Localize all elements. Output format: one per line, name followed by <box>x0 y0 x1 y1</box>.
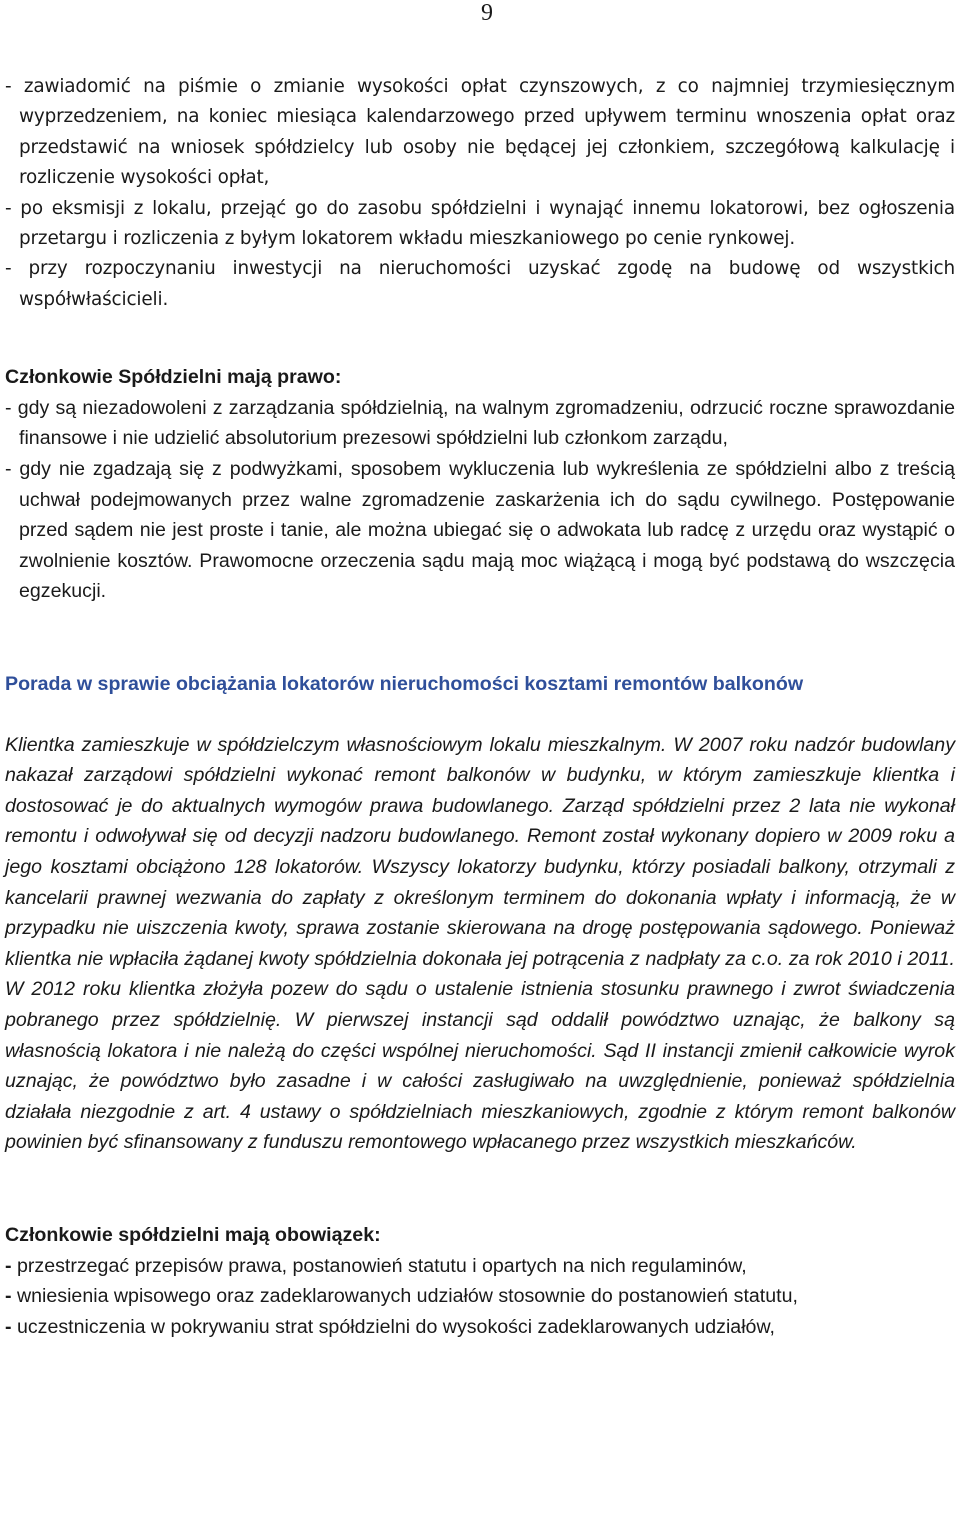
spacer <box>5 607 955 669</box>
obligations-list-spoldzielnia <box>5 72 955 315</box>
list-item: - po eksmisji z lokalu, przejąć go do zasobu spółdzielni i wynająć innemu lokatorowi, bez ogłoszenia przetargu i rozliczenia z byłym lokatorem wkładu mieszkaniowego po cenie rynkowej. <box>5 197 955 250</box>
advice-body: Klientka zamieszkuje w spółdzielczym własnościowym lokalu mieszkalnym. W 2007 roku nadzór budowlany nakazał zarządowi spółdzielni wykonać remont balkonów w budynku, w którym zamieszkuje klientka i dostosować je do aktualnych wymogów prawa budowlanego. Zarząd spółdzielni przez 2 lata nie wykonał remontu i odwoływał się od decyzji nadzoru budowlanego. Remont został wykonany dopiero w 2009 roku a jego kosztami obciążono 128 lokatorów. Wszyscy lokatorzy budynku, którzy posiadali balkony, otrzymali z kancelarii prawnej wezwania do zapłaty z określonym terminem do dokonania wpłaty i informacją, że w przypadku nie uiszczenia kwoty, sprawa zostanie skierowana na drogę postępowania sądowego. Ponieważ klientka nie wpłaciła żądanej kwoty spółdzielnia dokonała jej potrącenia z nadpłaty za c.o. za rok 2010 i 2011. W 2012 roku klientka złożyła pozew do sądu o ustalenie istnienia stosunku prawnego i zwrot świadczenia pobranego przez spółdzielnię. W pierwszej instancji sąd oddalił powództwo uznając, że balkony są własnością lokatora i nie należą do części wspólnej nieruchomości. Sąd II instancji zmienił całkowicie wyrok uznając, że powództwo było zasadne i w całości zasługiwało na uwzględnienie, ponieważ spółdzielnia działała niezgodnie z art. 4 ustawy o spółdzielniach mieszkaniowych, zgodnie z którym remont balkonów powinien być sfinansowany z funduszu remontowego wpłacanego przez wszystkich mieszkańców. <box>5 733 955 1154</box>
members-duties-section <box>5 1220 955 1342</box>
list-item: - gdy nie zgadzają się z podwyżkami, sposobem wykluczenia lub wykreślenia ze spółdzielni albo z treścią uchwał podejmowanych przez walne zgromadzenie zaskarżenia ich do sądu cywilnego. Postępowanie przed sądem nie jest proste i tanie, ale można ubiegać się o adwokata lub radcę z urzędu oraz wystąpić o zwolnienie kosztów. Prawomocne orzeczenia sądu mają moc wiążącą i mogą być podstawą do wszczęcia egzekucji. <box>5 458 955 603</box>
section-heading: Członkowie spółdzielni mają obowiązek: <box>5 1223 381 1246</box>
bullet: - <box>5 1285 17 1308</box>
page-number: 9 <box>481 0 493 26</box>
list-item-text: wniesienia wpisowego oraz zadeklarowanych udziałów stosownie do postanowień statutu, <box>16 1285 798 1308</box>
bullet: - <box>5 1254 17 1277</box>
advice-section <box>5 669 955 1158</box>
list-item-text: uczestniczenia w pokrywaniu strat spółdzielni do wysokości zadeklarowanych udziałów, <box>16 1315 775 1338</box>
spacer <box>5 315 955 362</box>
list-item <box>5 1312 955 1343</box>
list-item-text: przestrzegać przepisów prawa, postanowień statutu i opartych na nich regulaminów, <box>16 1254 747 1277</box>
advice-heading: Porada w sprawie obciążania lokatorów nieruchomości kosztami remontów balkonów <box>5 673 804 695</box>
spacer <box>5 700 955 730</box>
list-item: - gdy są niezadowoleni z zarządzania spółdzielnią, na walnym zgromadzeniu, odrzucić roczne sprawozdanie finansowe i nie udzielić absolutorium prezesowi spółdzielni lub członkom zarządu, <box>5 396 955 450</box>
list-item: - przy rozpoczynaniu inwestycji na nieruchomości uzyskać zgodę na budowę od wszystkich współwłaścicieli. <box>5 258 955 310</box>
spacer <box>5 1158 955 1220</box>
list-item: - zawiadomić na piśmie o zmianie wysokości opłat czynszowych, z co najmniej trzymiesięcznym wyprzedzeniem, na koniec miesiąca kalendarzowego przed upływem terminu wnoszenia opłat oraz przedstawić na wniosek spółdzielcy lub osoby nie będącej jej członkiem, szczegółową kalkulację i rozliczenie wysokości opłat, <box>5 76 955 189</box>
list-item <box>5 1251 955 1282</box>
document-body <box>5 72 955 1342</box>
bullet: - <box>5 1315 17 1338</box>
section-heading: Członkowie Spółdzielni mają prawo: <box>5 366 342 389</box>
members-rights-section <box>5 362 955 607</box>
list-item <box>5 1281 955 1312</box>
